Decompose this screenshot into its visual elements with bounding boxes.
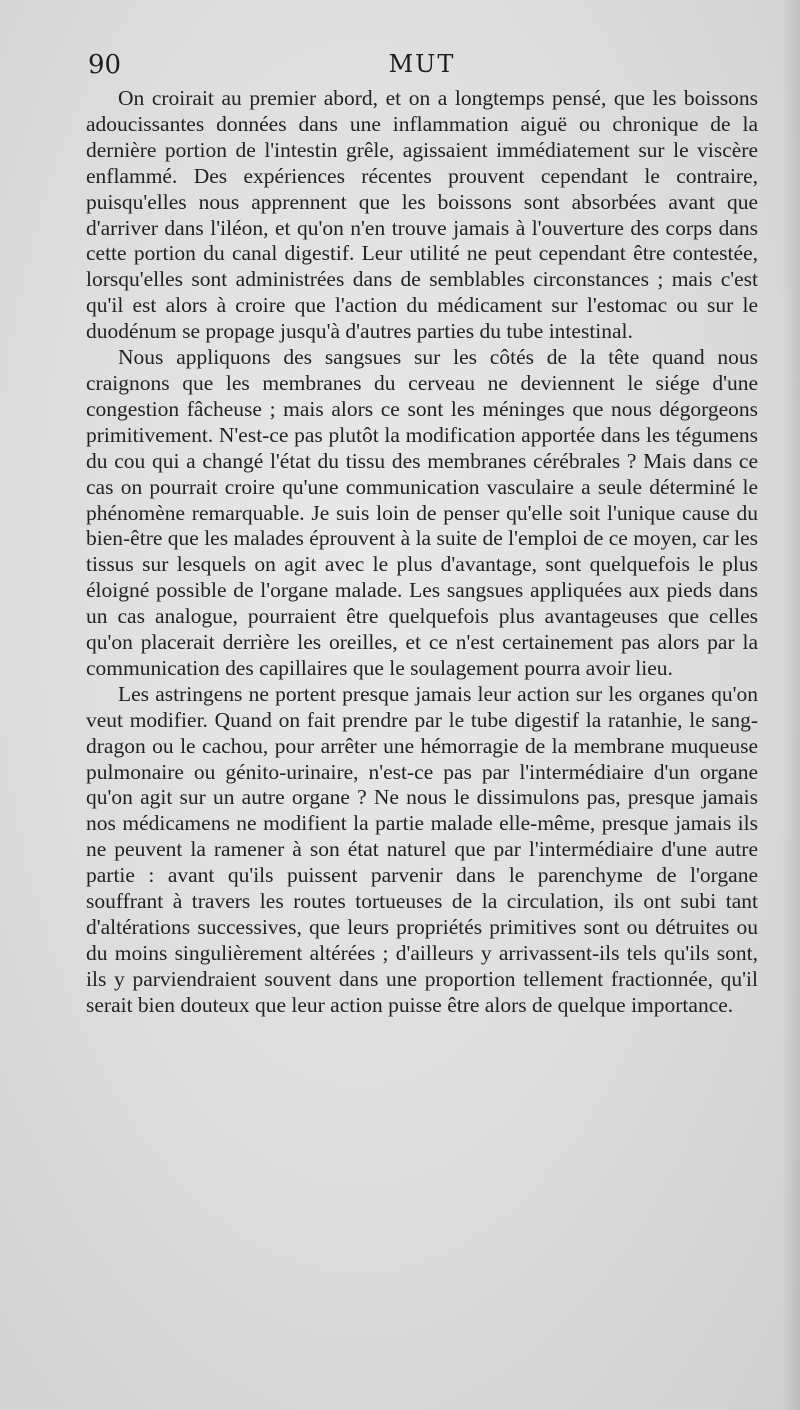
paragraph-boissons: On croirait au premier abord, et on a longtemps pensé, que les boissons adoucissantes données dans une inflammation aiguë ou chronique de la dernière portion de l'intestin grêle, agissaient immédiatement sur le viscère enflammé. Des expériences récentes prouvent cependant le contraire, puisqu'elles nous apprennent que les boissons sont absorbées avant que d'arriver dans l'iléon, et qu'on n'en trouve jamais à l'ouverture des corps dans cette portion du canal digestif. Leur utilité ne peut cependant être contestée, lorsqu'elles sont administrées dans de semblables circonstances ; mais c'est qu'il est alors à croire que l'action du médicament sur l'estomac ou sur le duodénum se propage jusqu'à d'autres parties du tube intestinal.: [86, 86, 758, 344]
running-head: MUT: [388, 50, 456, 78]
paragraph-sangsues: Nous appliquons des sangsues sur les côtés de la tête quand nous craignons que les membranes du cerveau ne deviennent le siége d'une congestion fâcheuse ; mais alors ce sont les méninges que nous dégorgeons primitivement. N'est-ce pas plutôt la modification apportée dans les tégumens du cou qui a changé l'état du tissu des membranes cérébrales ? Mais dans ce cas on pourrait croire qu'une communication vasculaire a seule déterminé le phénomène remarquable. Je suis loin de penser qu'elle soit l'unique cause du bien-être que les malades éprouvent à la suite de l'emploi de ce moyen, car les tissus sur lesquels on agit avec le plus d'avantage, sont quelquefois le plus éloigné possible de l'organe malade. Les sangsues appliquées aux pieds dans un cas analogue, pourraient être quelquefois plus avantageuses que celles qu'on placerait derrière les oreilles, et ce n'est certainement pas alors par la communication des capillaires que le soulagement pourra avoir lieu.: [86, 345, 758, 680]
body-text: [86, 86, 758, 1019]
page-number: 90: [88, 50, 122, 80]
paragraph-astringens: Les astringens ne portent presque jamais leur action sur les organes qu'on veut modifier. Quand on fait prendre par le tube digestif la ratanhie, le sang-dragon ou le cachou, pour arrêter une hémorragie de la membrane muqueuse pulmonaire ou génito-urinaire, n'est-ce pas par l'intermédiaire d'un organe qu'on agit sur un autre organe ? Ne nous le dissimulons pas, presque jamais nos médicamens ne modifient la partie malade elle-même, presque jamais ils ne peuvent la ramener à son état naturel que par l'intermédiaire d'une autre partie : avant qu'ils puissent parvenir dans le parenchyme de l'organe souffrant à travers les routes tortueuses de la circulation, ils ont subi tant d'altérations successives, que leurs propriétés primitives sont ou détruites ou du moins singulièrement altérées ; d'ailleurs y arrivassent-ils tels qu'ils sont, ils y parviendraient souvent dans une proportion tellement fractionnée, qu'il serait bien douteux que leur action puisse être alors de quelque importance.: [86, 681, 758, 1017]
page-edge-shadow: [782, 0, 800, 1410]
page-header: [86, 50, 758, 84]
